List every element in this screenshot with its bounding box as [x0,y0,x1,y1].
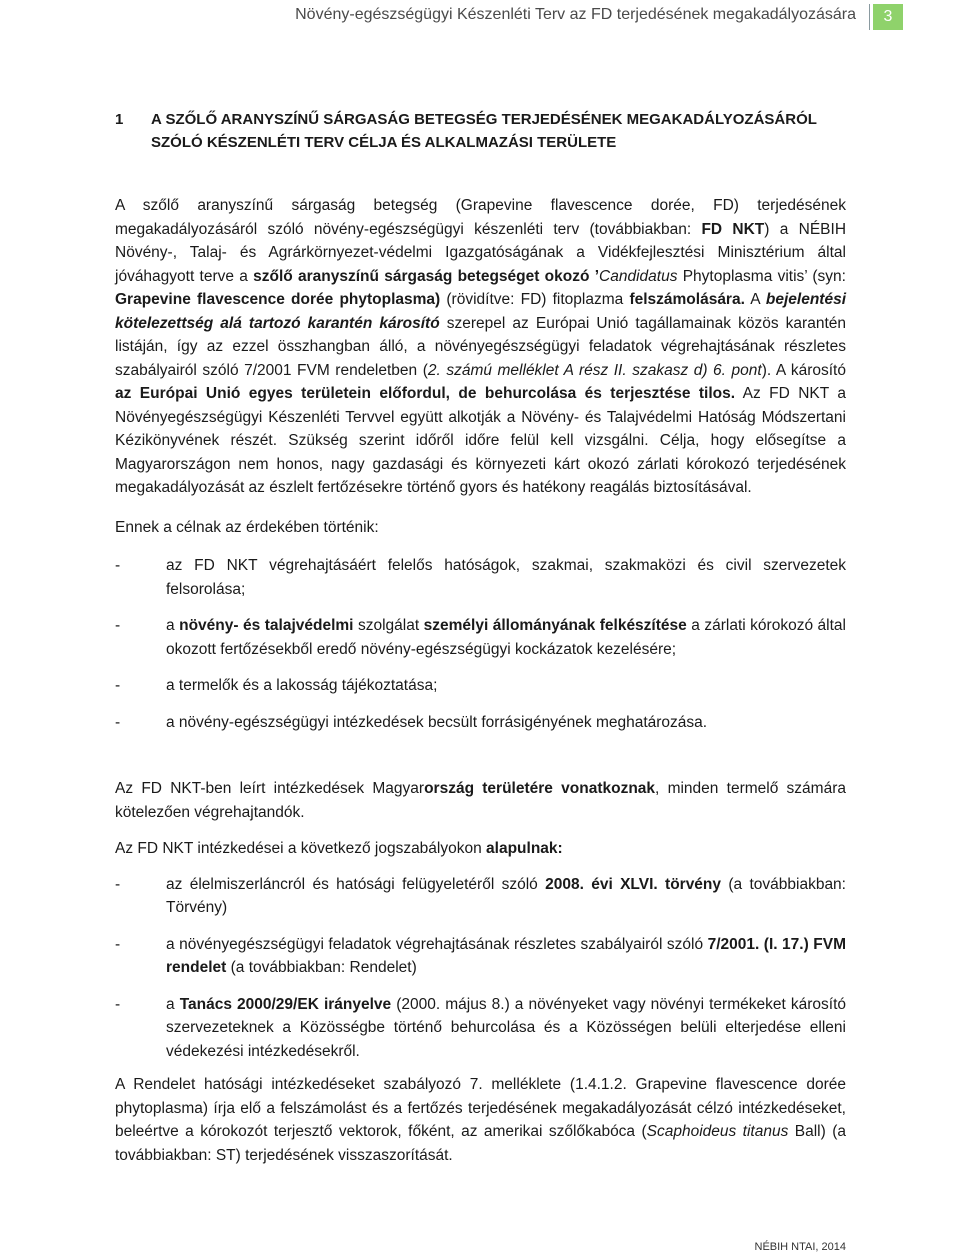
running-header [0,4,960,30]
list-dash: - [115,713,121,731]
list-dash: - [115,935,121,953]
list-dash: - [115,995,121,1013]
header-title: Növény-egészségügyi Készenléti Terv az FD terjedésének megakadályozására [295,6,856,23]
list-dash: - [115,677,121,694]
list-item: - a növény- és talajvédelmi szolgálat személyi állományának felkészítése a zárlati kórokozó által okozott fertőzésekből eredő növény-egészségügyi kockázatok kezelésére; [115,614,846,661]
list-dash: - [115,617,121,634]
page-number-badge: 3 [873,4,903,30]
intro-paragraph: A szőlő aranyszínű sárgaság betegség (Grapevine flavescence dorée, FD) terjedésének megakadályozásáról szóló növény-egészségügyi készenléti terv (továbbiakban: FD NKT) a NÉBIH Növény-, Talaj- és Agrárkörnyezet-védelmi Igazgatóságának a Vidékfejlesztési Minisztérium által jóváhagyott terve a szőlő aranyszínű sárgaság betegséget okozó ’Candidatus Phytoplasma vitis’ (syn: Grapevine flavescence dorée phytoplasma) (rövidítve: FD) fitoplazma felszámolására. A bejelentési kötelezettség alá tartozó karantén károsító szerepel az Európai Unió tagállamainak közös karantén listáján, így az ezzel összhangban álló, a növényegészségügyi feladatok végrehajtásának részletes szabályairól szóló 7/2001 FVM rendeletben (2. számú melléklet A rész II. szakasz d) 6. pont). A károsító az Európai Unió egyes területein előfordul, de behurcolása és terjesztése tilos. Az FD NKT a Növényegészségügyi Készenléti Tervvel együtt alkotják a Növény- és Talajvédelmi Hatóság Módszertani Kézikönyvének részét. Szükség szerint időről időre felül kell vizsgálni. Célja, hogy elősegítse a Magyarországon nem honos, nagy gazdasági és környezeti kárt okozó zárlati kórokozó terjedésének megakadályozását az észlelt fertőzésekre történő gyors és hatékony reagálás biztosításával. [115,197,847,496]
aims-list [115,554,846,734]
legal-basis-list [115,873,846,1064]
list-item: - az élelmiszerláncról és hatósági felügyeletéről szóló 2008. évi XLVI. törvény (a továbbiakban: Törvény) [115,873,846,920]
list-item: - a növényegészségügyi feladatok végrehajtásának részletes szabályairól szóló 7/2001. (I. 17.) FVM rendelet (a továbbiakban: Rendelet) [115,933,846,980]
list-item: - a termelők és a lakosság tájékoztatása; [115,674,846,698]
list-dash: - [115,557,121,574]
list-item: - az FD NKT végrehajtásáért felelős hatóságok, szakmai, szakmaközi és civil szervezetek felsorolása; [115,554,846,601]
section-number: 1 [115,111,124,128]
section-heading [115,108,846,154]
list-item: - a növény-egészségügyi intézkedések becsült forrásigényének meghatározása. [115,711,846,735]
scope-paragraph: Az FD NKT-ben leírt intézkedések Magyarország területére vonatkoznak, minden termelő számára kötelezően végrehajtandók. [115,780,846,821]
section-title: A SZŐLŐ ARANYSZÍNŰ SÁRGASÁG BETEGSÉG TERJEDÉSÉNEK MEGAKADÁLYOZÁSÁRÓL SZÓLÓ KÉSZENLÉTI TERV CÉLJA ÉS ALKALMAZÁSI TERÜLETE [151,111,817,151]
aim-intro: Ennek a célnak az érdekében történik: [115,518,379,536]
page-footer: NÉBIH NTAI, 2014 [754,1241,846,1253]
legal-intro: Az FD NKT intézkedései a következő jogszabályokon alapulnak: [115,840,563,857]
header-divider [869,4,870,30]
rendelet-paragraph: A Rendelet hatósági intézkedéseket szabályozó 7. melléklete (1.4.1.2. Grapevine flavescence dorée phytoplasma) írja elő a felszámolást és a fertőzés terjedésének megakadályozását célzó intézkedéseket, beleértve a kórokozót terjesztő vektorok, főként, az amerikai szőlőkabóca (Scaphoideus titanus Ball) (a továbbiakban: ST) terjedésének visszaszorítását. [115,1076,846,1164]
list-item: - a Tanács 2000/29/EK irányelve (2000. május 8.) a növényeket vagy növényi termékeket károsító szervezeteknek a Közösségbe történő behurcolása és a Közösségen belüli elterjedése elleni védekezési intézkedésekről. [115,993,846,1064]
list-dash: - [115,875,121,893]
page-content [115,108,846,1167]
